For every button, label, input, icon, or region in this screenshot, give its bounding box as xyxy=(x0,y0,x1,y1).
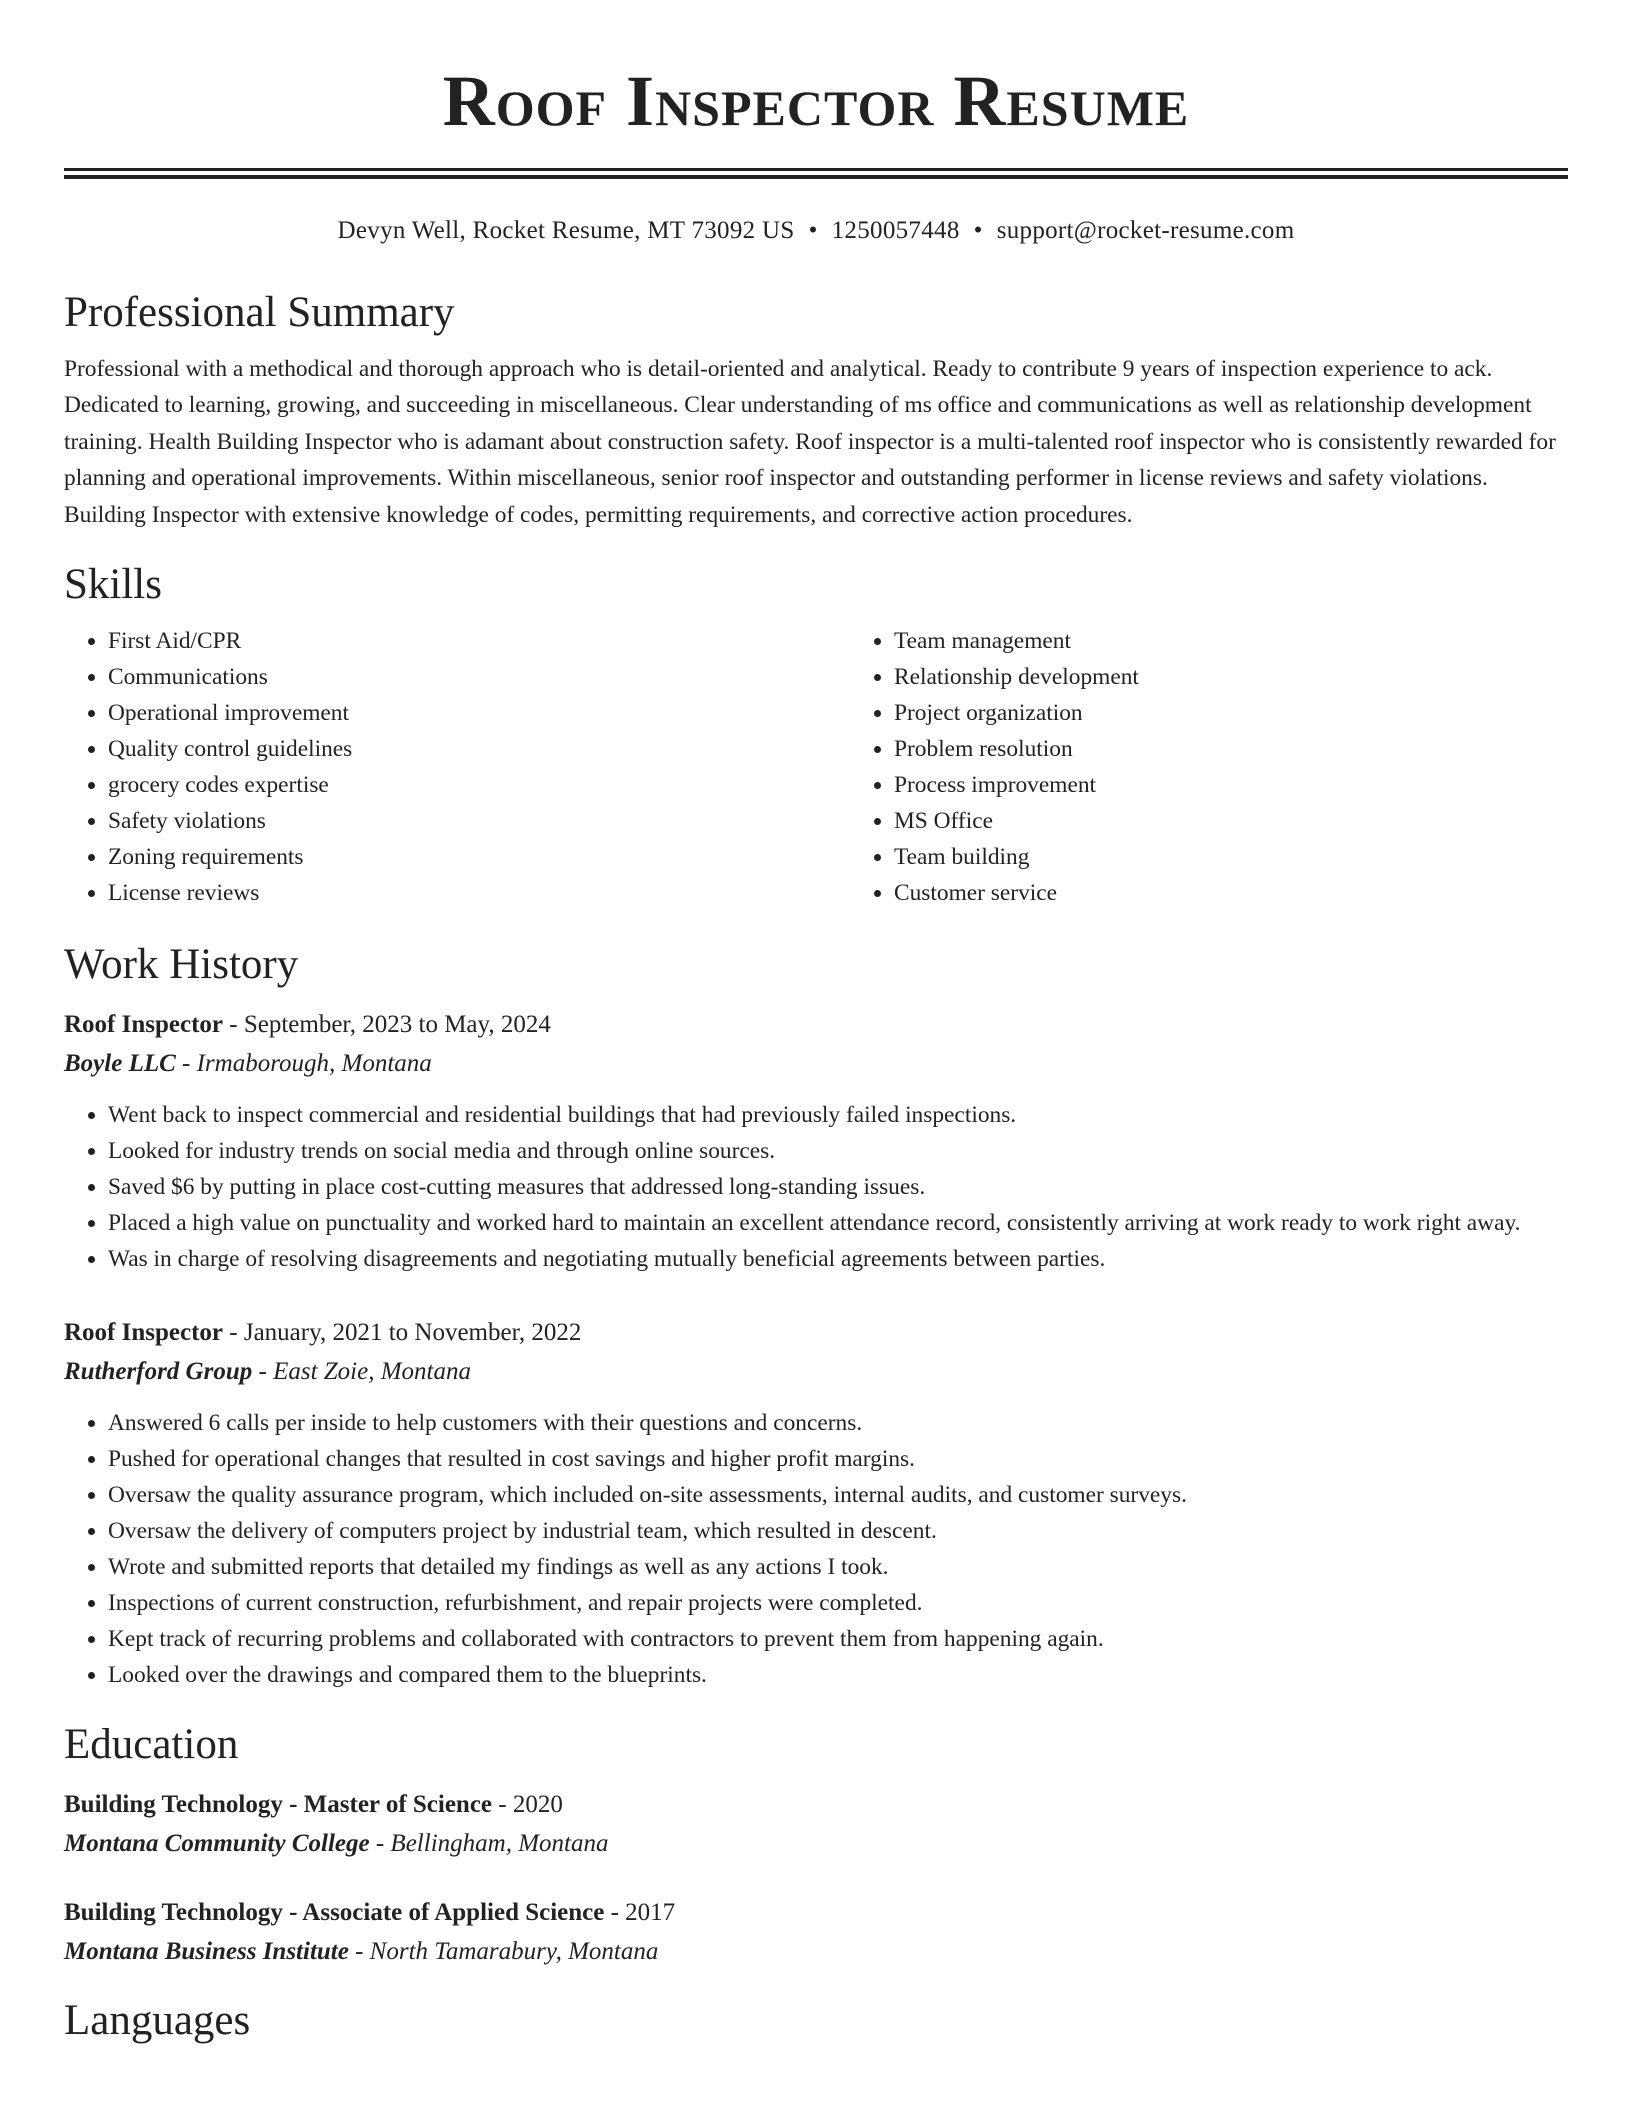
summary-text: Professional with a methodical and thorough approach who is detail-oriented and analytical. Ready to contribute 9 years of inspection experience to ack. Dedicated to learning, growing, and succeeding in miscellaneous. Clear understanding of ms office and communications as well as relationship development training. Health Building Inspector who is adamant about construction safety. Roof inspector is a multi-talented roof inspector who is consistently rewarded for planning and operational improvements. Within miscellaneous, senior roof inspector and outstanding performer in license reviews and safety violations. Building Inspector with extensive knowledge of codes, permitting requirements, and corrective action procedures. xyxy=(64,356,1556,528)
skill-item: • Team management xyxy=(894,623,1632,659)
languages-heading: Languages xyxy=(64,1997,251,2045)
job-bullet: • Saved $6 by putting in place cost-cutting measures that addressed long-standing issues. xyxy=(108,1169,1568,1205)
job-title: Roof Inspector xyxy=(64,1011,224,1039)
education-location: - Bellingham, Montana xyxy=(369,1830,609,1858)
skills-list xyxy=(64,623,1568,911)
education-school-line xyxy=(64,1824,1568,1863)
skill-item: • First Aid/CPR xyxy=(108,623,850,659)
job-title: Roof Inspector xyxy=(64,1319,224,1347)
education-heading: Education xyxy=(64,1721,239,1769)
education-entry xyxy=(64,1893,1568,1971)
title-divider xyxy=(64,168,1568,179)
work-history-heading: Work History xyxy=(64,941,299,989)
summary-heading: Professional Summary xyxy=(64,289,455,336)
resume-page xyxy=(64,0,1568,2047)
contact-line xyxy=(64,215,1568,247)
contact-phone: 1250057448 xyxy=(831,217,960,244)
education-school: Montana Business Institute xyxy=(64,1938,349,1966)
skill-item: • MS Office xyxy=(894,803,1632,839)
job-bullets xyxy=(64,1405,1568,1693)
job-bullets xyxy=(64,1097,1568,1277)
skill-item: • Safety violations xyxy=(108,803,850,839)
education-header xyxy=(64,1785,1568,1824)
job-header xyxy=(64,1313,1568,1352)
resume-title: Roof Inspector Resume xyxy=(442,61,1190,141)
contact-email[interactable]: support@rocket-resume.com xyxy=(996,217,1295,244)
job-bullet: • Looked over the drawings and compared them to the blueprints. xyxy=(108,1657,1568,1693)
job-bullet: • Answered 6 calls per inside to help customers with their questions and concerns. xyxy=(108,1405,1568,1441)
skills-heading: Skills xyxy=(64,561,162,609)
skills-column-left xyxy=(64,623,850,911)
education-degree: Building Technology - Master of Science xyxy=(64,1791,493,1819)
job-location: - Irmaborough, Montana xyxy=(175,1050,432,1078)
contact-separator: • xyxy=(808,217,818,244)
job-bullet: • Went back to inspect commercial and residential buildings that had previously failed inspections. xyxy=(108,1097,1568,1133)
job-bullet: • Oversaw the delivery of computers project by industrial team, which resulted in descent. xyxy=(108,1513,1568,1549)
education-school: Montana Community College xyxy=(64,1830,370,1858)
skill-item: • Customer service xyxy=(894,875,1632,911)
education-header xyxy=(64,1893,1568,1932)
skills-column-right xyxy=(850,623,1632,911)
job-bullet: • Inspections of current construction, refurbishment, and repair projects were completed. xyxy=(108,1585,1568,1621)
job-bullet: • Pushed for operational changes that resulted in cost savings and higher profit margins. xyxy=(108,1441,1568,1477)
education-year: - 2020 xyxy=(492,1791,563,1819)
education-year: - 2017 xyxy=(604,1899,676,1927)
education-entry xyxy=(64,1785,1568,1863)
job-dates: - September, 2023 to May, 2024 xyxy=(223,1011,551,1039)
job-location: - East Zoie, Montana xyxy=(252,1358,471,1386)
skill-item: • Communications xyxy=(108,659,850,695)
skill-item: • Team building xyxy=(894,839,1632,875)
job-header xyxy=(64,1005,1568,1044)
education-school-line xyxy=(64,1932,1568,1971)
job-company: Rutherford Group xyxy=(64,1358,253,1386)
job-company-line xyxy=(64,1044,1568,1083)
skill-item: • License reviews xyxy=(108,875,850,911)
job-dates: - January, 2021 to November, 2022 xyxy=(223,1319,582,1347)
contact-separator: • xyxy=(973,217,983,244)
skill-item: • Quality control guidelines xyxy=(108,731,850,767)
education-degree: Building Technology - Associate of Applied Science xyxy=(64,1899,605,1927)
skill-item: • Process improvement xyxy=(894,767,1632,803)
skill-item: • grocery codes expertise xyxy=(108,767,850,803)
education-location: - North Tamarabury, Montana xyxy=(348,1938,659,1966)
job-bullet: • Looked for industry trends on social media and through online sources. xyxy=(108,1133,1568,1169)
job-bullet: • Kept track of recurring problems and collaborated with contractors to prevent them from happening again. xyxy=(108,1621,1568,1657)
job-bullet: • Wrote and submitted reports that detailed my findings as well as any actions I took. xyxy=(108,1549,1568,1585)
skill-item: • Project organization xyxy=(894,695,1632,731)
skill-item: • Zoning requirements xyxy=(108,839,850,875)
job-company-line xyxy=(64,1352,1568,1391)
skill-item: • Relationship development xyxy=(894,659,1632,695)
job-entry xyxy=(64,1313,1568,1693)
skill-item: • Operational improvement xyxy=(108,695,850,731)
contact-address: Devyn Well, Rocket Resume, MT 73092 US xyxy=(337,217,795,244)
skill-item: • Problem resolution xyxy=(894,731,1632,767)
job-company: Boyle LLC xyxy=(64,1050,176,1078)
job-bullet: • Placed a high value on punctuality and worked hard to maintain an excellent attendance record, consistently arriving at work ready to work right away. xyxy=(108,1205,1568,1241)
job-bullet: • Oversaw the quality assurance program, which included on-site assessments, internal audits, and customer surveys. xyxy=(108,1477,1568,1513)
job-entry xyxy=(64,1005,1568,1277)
job-bullet: • Was in charge of resolving disagreements and negotiating mutually beneficial agreements between parties. xyxy=(108,1241,1568,1277)
